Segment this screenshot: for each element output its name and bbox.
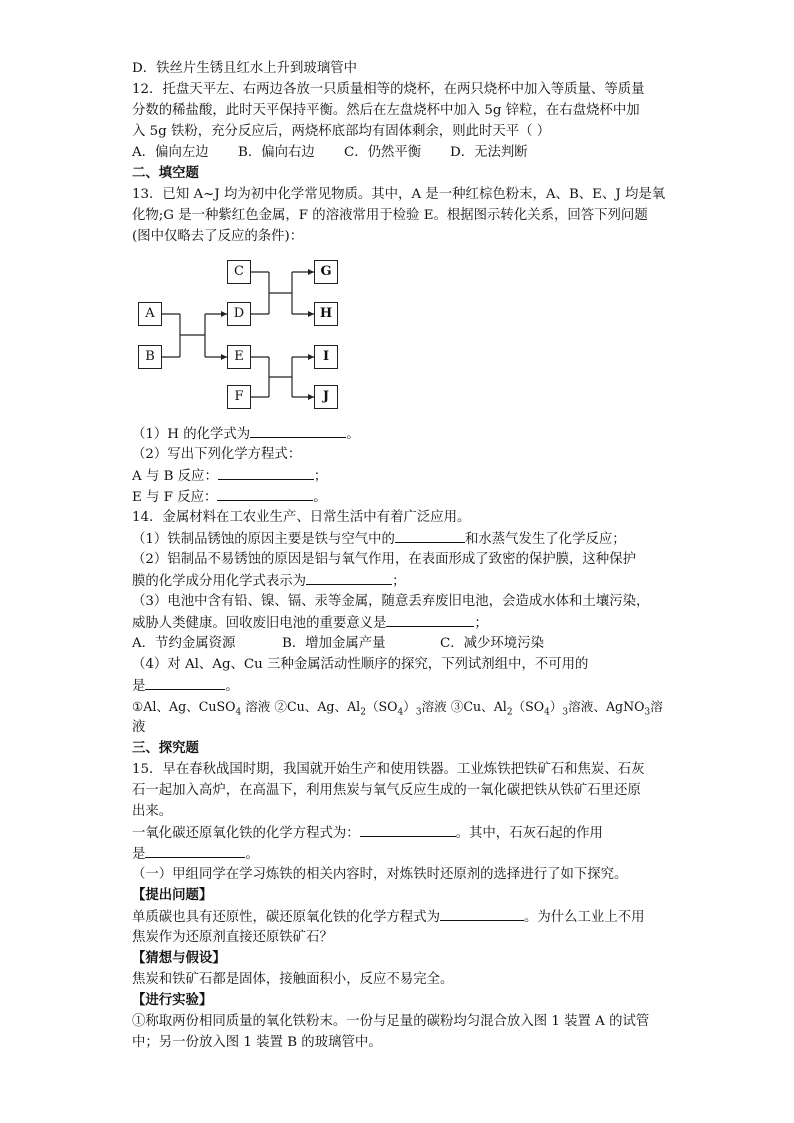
answer-blank [145,675,225,690]
option-text: 溶液 ②Cu、Ag、Al [241,699,361,714]
text-line [132,906,664,927]
prompt-text: E 与 F 反应： [132,490,218,505]
punctuation: 。 [346,427,360,442]
option-text: 溶 [650,699,663,714]
section-heading: 二、填空题 [132,165,199,181]
option-a: A．偏向左边 [132,145,209,160]
prompt-text: 膜的化学成分用化学式表示为 [132,574,307,589]
question-15: 15．早在春秋战国时期，我国就开始生产和使用铁器。工业炼铁把铁矿石和焦炭、石灰 [132,762,645,777]
option-text: 溶液、AgNO [568,699,645,714]
option-c: C．仍然平衡 [344,145,422,160]
text-line [132,675,664,696]
text-line: 入 5g 铁粉，充分反应后，两烧杯底部均有固体剩余，则此时天平（ ） [132,124,551,139]
diagram-connectors [132,253,664,413]
punctuation: ； [474,616,488,631]
node-g: G [314,260,338,284]
option-c: C．减少环境污染 [440,636,544,651]
text-line: （2）写出下列化学方程式： [132,447,302,462]
subscript: 3 [562,707,569,718]
node-d: D [227,302,251,326]
text-line [132,528,664,549]
text-line: （一）甲组同学在学习炼铁的相关内容时，对炼铁时还原剂的选择进行了如下探究。 [132,867,628,882]
option-b: B．偏向右边 [238,145,315,160]
text-line: D．铁丝片生锈且红水上升到玻璃管中 [132,61,357,76]
options-row [132,633,664,654]
text-line [132,822,664,843]
subscript: 4 [544,707,550,718]
option-text: （SO [365,699,398,714]
prompt-text: （1）铁制品锈蚀的原因主要是铁与空气中的 [132,532,395,547]
subscript: 2 [506,707,513,718]
prompt-text: （1）H 的化学式为 [132,427,251,442]
answer-blank [386,612,474,627]
punctuation: 。 [245,847,259,862]
text-line: 液 [132,720,146,735]
subsection-heading: 【猜想与假设】 [132,950,226,966]
text-line: (图中仅略去了反应的条件)： [132,229,304,244]
prompt-text: 是 [132,679,146,694]
text-line: 中；另一份放入图 1 装置 B 的玻璃管中。 [132,1035,382,1050]
node-b: B [138,345,162,369]
text-line [132,465,664,486]
subsection-heading: 【进行实验】 [132,992,213,1008]
option-text: ） [549,699,563,714]
prompt-text: 威胁人类健康。回收废旧电池的重要意义是 [132,616,387,631]
text-line: 石一起加入高炉，在高温下，利用焦炭与氧气反应生成的一氧化碳把铁从铁矿石里还原 [132,783,641,798]
text-line [132,423,664,444]
text-line: 焦炭和铁矿石都是固体，接触面积小，反应不易完全。 [132,972,454,987]
prompt-text: 。其中，石灰石起的作用 [455,826,603,841]
prompt-text: 是 [132,847,146,862]
text-line: （4）对 Al、Ag、Cu 三种金属活动性顺序的探究，下列试剂组中，不可用的 [132,657,589,672]
text-line: （2）铝制品不易锈蚀的原因是铝与氧气作用，在表面形成了致密的保护膜，这种保护 [132,552,636,567]
reagent-options [132,696,664,717]
text-line [132,570,664,591]
text-line: （3）电池中含有铅、镍、镉、汞等金属，随意丢弃废旧电池，会造成水体和土壤污染， [132,594,650,609]
text-line: ①称取两份相同质量的氧化铁粉末。一份与足量的碳粉均匀混合放入图 1 装置 A 的试管 [132,1014,650,1029]
transformation-diagram [132,253,664,413]
punctuation: 。 [313,490,327,505]
option-b: B．增加金属产量 [282,636,386,651]
punctuation: ； [392,574,406,589]
node-h: H [314,302,338,326]
document-page [132,58,664,1053]
node-e: E [227,345,251,369]
prompt-text: A 与 B 反应： [132,469,218,484]
subscript: 4 [235,707,242,718]
text-line [132,486,664,507]
subscript: 4 [397,707,404,718]
node-c: C [227,260,251,284]
options-row [132,142,664,163]
prompt-text: 。为什么工业上不用 [523,910,645,925]
node-f: F [227,385,251,409]
option-a: A．节约金属资源 [132,636,236,651]
text-line: 出来。 [132,804,173,819]
subscript: 2 [360,707,366,718]
node-a: A [138,302,162,326]
option-text: 溶液 ③Cu、Al [421,699,507,714]
punctuation: 。 [225,679,239,694]
subsection-heading: 【提出问题】 [132,887,213,903]
question-12: 12．托盘天平左、右两边各放一只质量相等的烧杯，在两只烧杯中加入等质量、等质量 [132,82,645,97]
option-text: ①Al、Ag、CuSO [132,699,236,714]
answer-blank [250,423,346,438]
punctuation: ； [313,469,328,484]
question-13: 13．已知 A~J 均为初中化学常见物质。其中，A 是一种红棕色粉末，A、B、E、J 均是氧 [132,187,666,202]
prompt-text: 单质碳也具有还原性，碳还原氧化铁的化学方程式为 [132,910,440,925]
answer-blank [395,528,465,543]
node-j: J [314,385,338,409]
text-line: 焦炭作为还原剂直接还原铁矿石？ [132,930,333,945]
section-heading: 三、探究题 [132,740,199,756]
question-14: 14．金属材料在工农业生产、日常生活中有着广泛应用。 [132,510,471,525]
option-d: D．无法判断 [450,145,528,160]
answer-blank [306,570,392,585]
answer-blank [440,906,524,921]
answer-blank [145,843,245,858]
text-line: 化物;G 是一种紫红色金属，F 的溶液常用于检验 E。根据图示转化关系，回答下列问题 [132,208,648,223]
option-text: ） [403,699,416,714]
answer-blank [218,465,314,480]
subscript: 3 [644,707,651,718]
subscript: 3 [415,707,422,718]
text-line [132,612,664,633]
prompt-text: 一氧化碳还原氧化铁的化学方程式为： [132,826,360,841]
prompt-text: 和水蒸气发生了化学反应； [464,532,626,547]
answer-blank [360,822,456,837]
answer-blank [217,486,313,501]
text-line [132,843,664,864]
option-text: （SO [512,699,545,714]
text-line: 分数的稀盐酸，此时天平保持平衡。然后在左盘烧杯中加入 5g 锌粒，在右盘烧杯中加 [132,103,640,118]
node-i: I [314,345,338,369]
